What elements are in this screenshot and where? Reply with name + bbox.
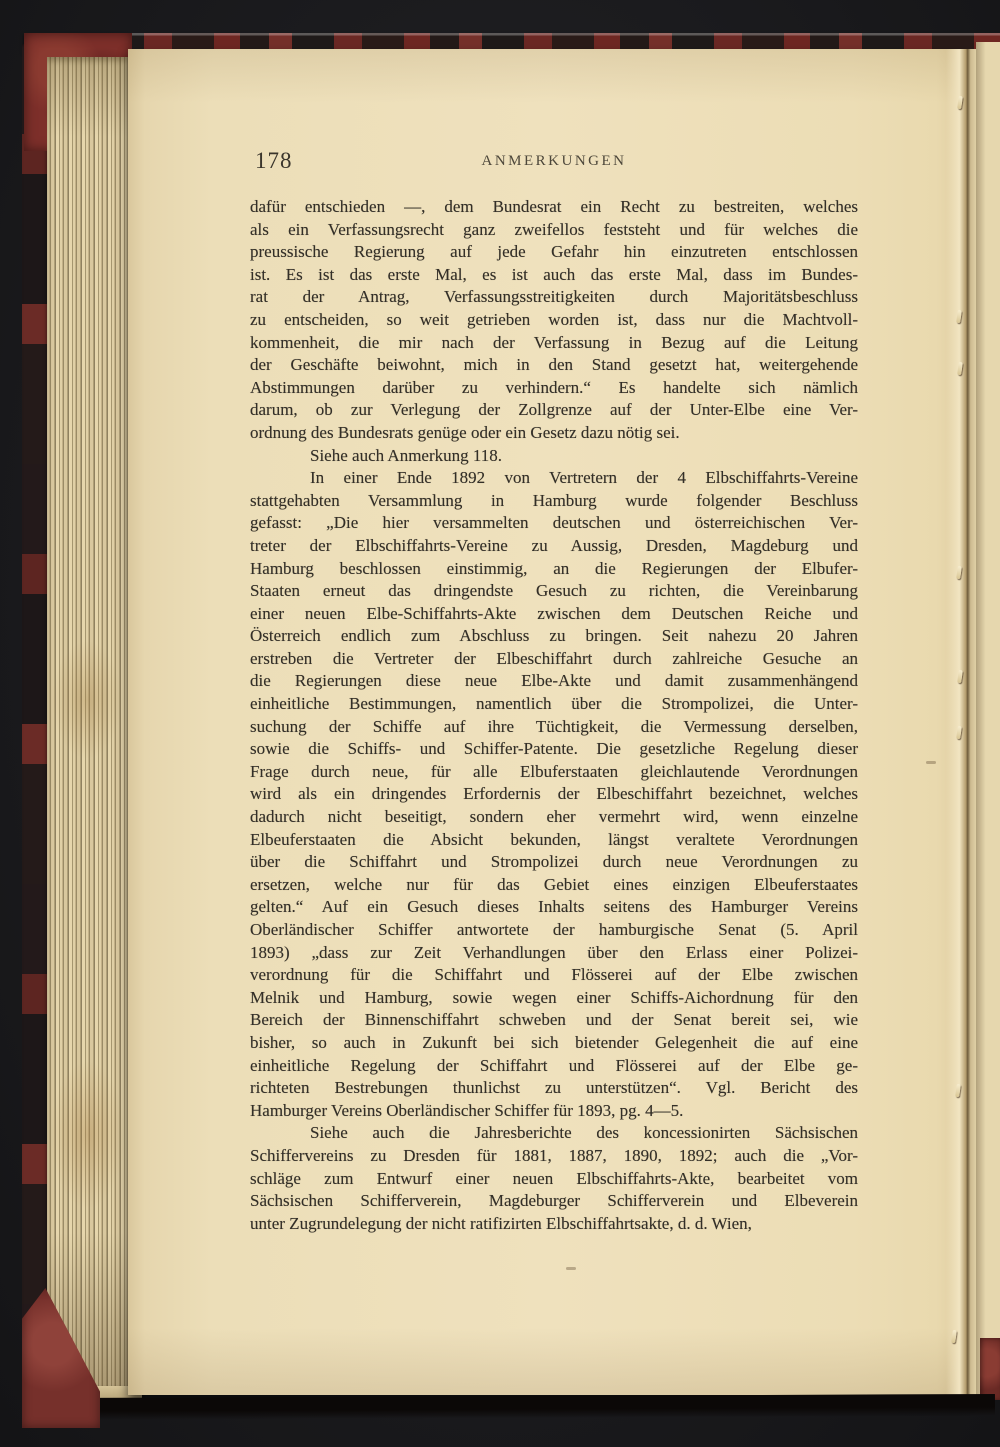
text-line: wird als ein dringendes Erfordernis der Elbeschiffahrt bezeichnet, welches — [250, 784, 858, 804]
text-line: als ein Verfassungsrecht ganz zweifellos feststeht und für welches die — [250, 219, 858, 239]
text-line: zu entscheiden, so weit getrieben worden ist, dass nur die Machtvoll- — [250, 309, 858, 329]
page-edge-stain — [50, 1060, 125, 1210]
text-line: bisher, so auch in Zukunft bei sich bietender Gelegenheit die auf eine — [250, 1032, 858, 1052]
text-line: über die Schiffahrt und Strompolizei durch neue Verordnungen zu — [250, 852, 858, 872]
text-line: Österreich endlich zum Abschluss zu bringen. Seit nahezu 20 Jahren — [250, 626, 858, 646]
text-line: einheitliche Regelung der Schiffahrt und Flösserei auf der Elbe ge- — [250, 1055, 858, 1075]
page-edge-stain — [52, 640, 122, 760]
text-line: der Geschäfte beiwohnt, mich in den Stand gesetzt hat, weitergehende — [250, 355, 858, 375]
text-line: dadurch nicht beseitigt, sondern eher vermehrt wird, wenn einzelne — [250, 807, 858, 827]
text-line: einheitliche Bestimmungen, namentlich über die Strompolizei, die Unter- — [250, 694, 858, 714]
text-line: ist. Es ist das erste Mal, es ist auch das erste Mal, dass im Bundes- — [250, 264, 858, 284]
text-line: Siehe auch die Jahresberichte des koncessionirten Sächsischen — [310, 1123, 858, 1143]
text-line: richteten Bestrebungen thunlichst zu unterstützen“. Vgl. Bericht des — [250, 1078, 858, 1098]
text-line: ordnung des Bundesrats genüge oder ein Gesetz dazu nötig sei. — [250, 422, 680, 442]
text-line: preussische Regierung auf jede Gefahr hin einzutreten entschlossen — [250, 242, 858, 262]
text-line: Oberländischer Schiffer antwortete der hamburgische Senat (5. April — [250, 920, 858, 939]
text-line: einer neuen Elbe-Schiffahrts-Akte zwischen dem Deutschen Reiche und — [250, 603, 858, 623]
text-line: gefasst: „Die hier versammelten deutschen und österreichischen Ver- — [250, 513, 858, 533]
text-line: gelten.“ Auf ein Gesuch dieses Inhalts seitens des Hamburger Vereins — [250, 897, 858, 917]
text-line: rat der Antrag, Verfassungsstreitigkeiten durch Majoritätsbeschluss — [250, 287, 858, 307]
text-line: dafür entschieden —, dem Bundesrat ein Recht zu bestreiten, welches — [250, 197, 858, 216]
text-line: Hamburg beschlossen einstimmig, an die Regierungen der Elbufer- — [250, 558, 858, 578]
text-line: unter Zugrundelegung der nicht ratifizirten Elbschiffahrtsakte, d. d. Wien, — [250, 1213, 752, 1233]
text-line: erstreben die Vertreter der Elbeschiffahrt durch zahlreiche Gesuche an — [250, 648, 858, 668]
paper-speck — [566, 1267, 576, 1270]
page-header — [128, 148, 970, 178]
text-line: Sächsischen Schifferverein, Magdeburger Schifferverein und Elbeverein — [250, 1191, 858, 1211]
text-line: Bereich der Binnenschiffahrt schweben und der Senat bereit sei, wie — [250, 1010, 858, 1030]
page-bottom-shadow — [55, 1394, 995, 1420]
text-line: In einer Ende 1892 von Vertretern der 4 Elbschiffahrts-Vereine — [310, 468, 858, 488]
text-line: kommenheit, die mir nach der Verfassung in Bezug auf die Leitung — [250, 332, 858, 352]
text-line: 1893) „dass zur Zeit Verhandlungen über den Erlass einer Polizei- — [250, 942, 858, 962]
book-cover-left-edge — [22, 44, 50, 1428]
text-line: Frage durch neue, für alle Elbuferstaaten gleichlautende Verordnungen — [250, 761, 858, 781]
text-block — [250, 197, 858, 1236]
text-line: verordnung für die Schiffahrt und Flösserei auf der Elbe zwischen — [250, 965, 858, 985]
gutter-fold — [946, 49, 976, 1395]
text-line: Staaten erneut das dringendste Gesuch zu richten, die Vereinbarung — [250, 581, 858, 601]
text-line: Hamburger Vereins Oberländischer Schiffer für 1893, pg. 4—5. — [250, 1100, 684, 1120]
text-line: treter der Elbschiffahrts-Vereine zu Aussig, Dresden, Magdeburg und — [250, 535, 858, 555]
leather-corner-bottom-right — [980, 1338, 1000, 1400]
text-line: die Regierungen diese neue Elbe-Akte und damit zusammenhängend — [250, 671, 858, 691]
book-page — [128, 49, 970, 1395]
page-number: 178 — [255, 148, 293, 173]
text-line: suchung der Schiffe auf ihre Tüchtigkeit, die Vermessung derselben, — [250, 716, 858, 736]
paper-speck — [926, 761, 936, 764]
running-title: ANMERKUNGEN — [481, 153, 627, 169]
facing-page-edge — [976, 42, 1000, 1398]
text-line: darum, ob zur Verlegung der Zollgrenze auf der Unter-Elbe eine Ver- — [250, 400, 858, 420]
text-line: Melnik und Hamburg, sowie wegen einer Schiffs-Aichordnung für den — [250, 987, 858, 1007]
text-line: ersetzen, welche nur für das Gebiet eines einzigen Elbeuferstaates — [250, 874, 858, 894]
text-line: Elbeuferstaaten die Absicht bekunden, längst veraltete Verordnungen — [250, 829, 858, 849]
text-line: schläge zum Entwurf einer neuen Elbschiffahrts-Akte, bearbeitet vom — [250, 1168, 858, 1188]
text-line: Schiffervereins zu Dresden für 1881, 1887, 1890, 1892; auch die „Vor- — [250, 1145, 858, 1165]
text-line: stattgehabten Versammlung in Hamburg wurde folgender Beschluss — [250, 490, 858, 510]
text-line: Abstimmungen darüber zu verhindern.“ Es handelte sich nämlich — [250, 377, 858, 397]
text-line: sowie die Schiffs- und Schiffer-Patente. Die gesetzliche Regelung dieser — [250, 739, 858, 759]
text-line: Siehe auch Anmerkung 118. — [310, 445, 502, 465]
